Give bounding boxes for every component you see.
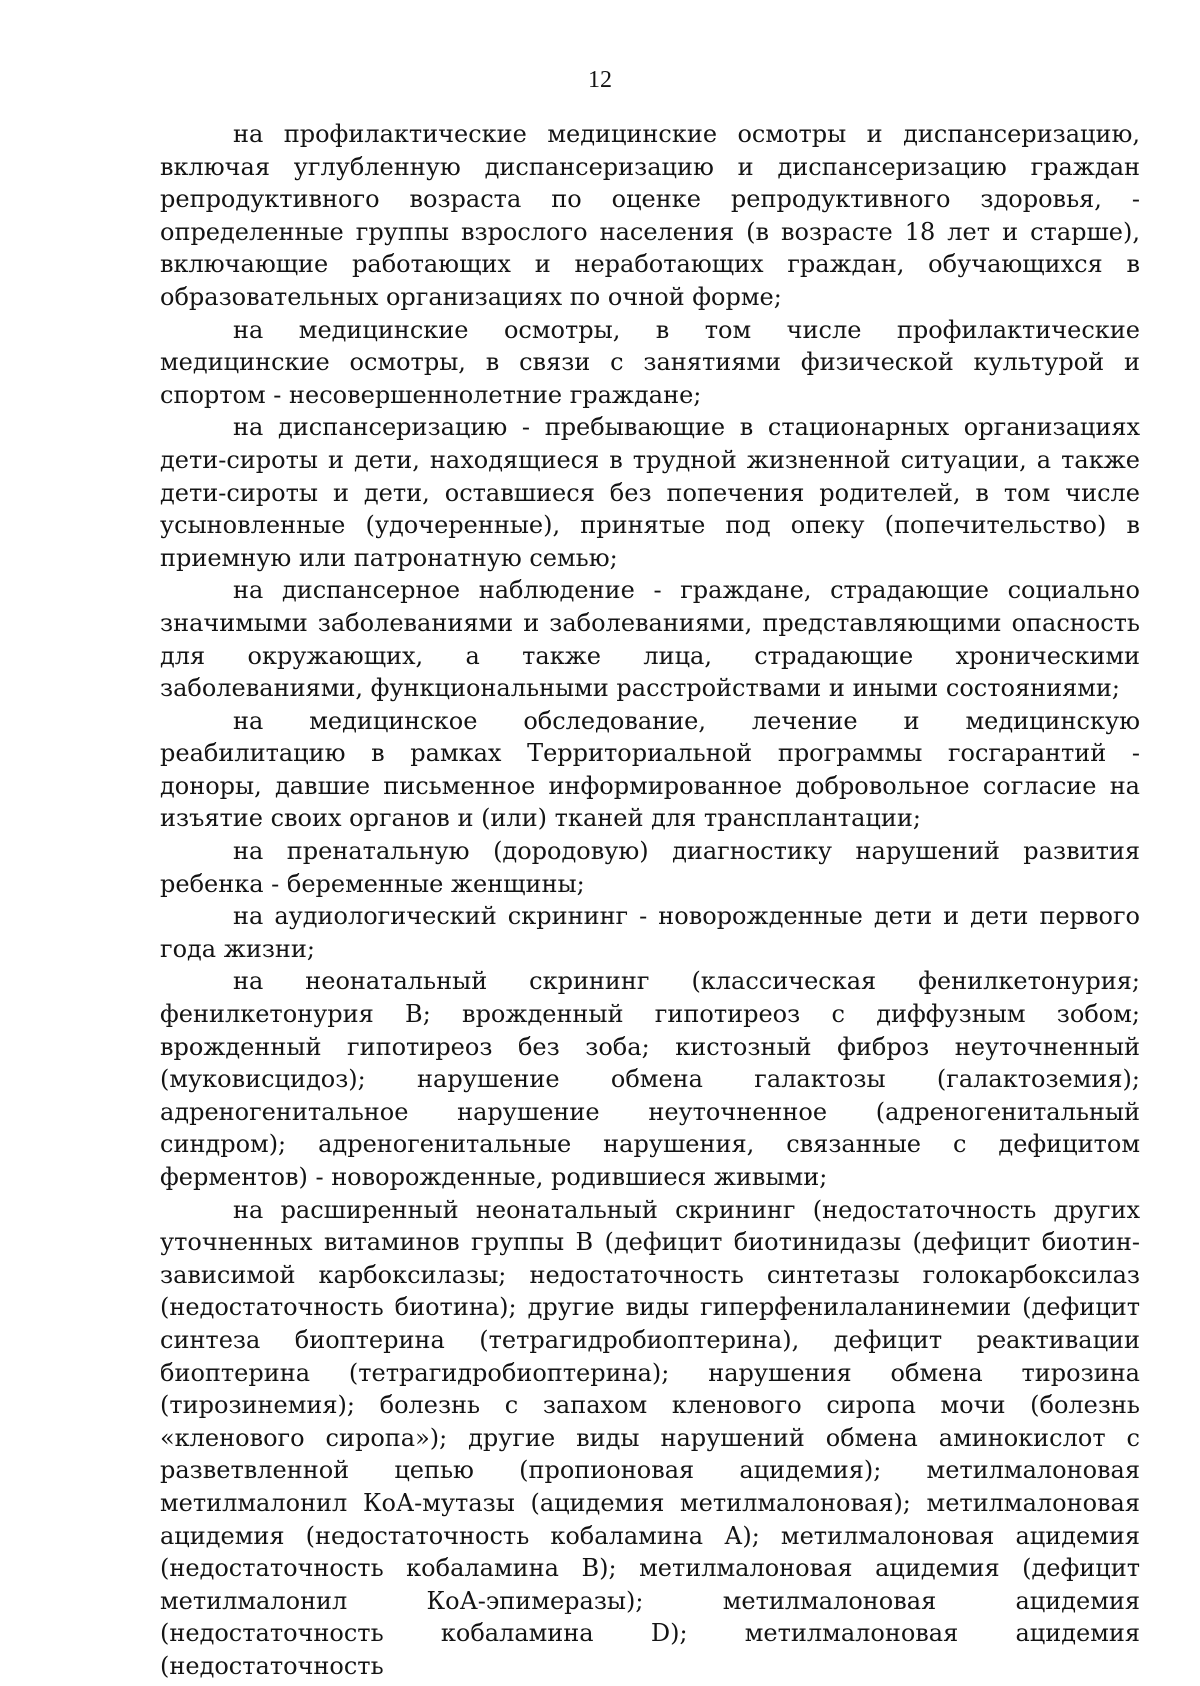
paragraph-neonatal-screening: на неонатальный скрининг (классическая фенилкетонурия; фенилкетонурия В; врожденный гипотиреоз с диффузным зобом; врожденный гипотиреоз без зоба; кистозный фиброз неуточненный (муковисцидоз); нарушение обмена галактозы (галактоземия); адреногенитальное нарушение неуточненное (адреногенитальный синдром); адреногенитальные нарушения, связанные с дефицитом ферментов) - новорожденные, родившиеся живыми; bbox=[160, 967, 1140, 1191]
paragraph-prenatal-diagnostics: на пренатальную (дородовую) диагностику нарушений развития ребенка - беременные женщины; bbox=[160, 837, 1140, 898]
paragraph-organ-donors: на медицинское обследование, лечение и медицинскую реабилитацию в рамках Территориальной программы госгарантий - доноры, давшие письменное информированное добровольное согласие на изъятие своих органов и (или) тканей для трансплантации; bbox=[160, 706, 1140, 833]
paragraph-orphans-dispensarization: на диспансеризацию - пребывающие в стационарных организациях дети-сироты и дети, находящиеся в трудной жизненной ситуации, а также дети-сироты и дети, оставшиеся без попечения родителей, в том числе усыновленные (удочеренные), принятые под опеку (попечительство) в приемную или патронатную семью; bbox=[160, 413, 1140, 572]
paragraph-preventive-examinations: на профилактические медицинские осмотры и диспансеризацию, включая углубленную диспансеризацию и диспансеризацию граждан репродуктивного возраста по оценке репродуктивного здоровья, - определенные группы взрослого населения (в возрасте 18 лет и старше), включающие работающих и неработающих граждан, обучающихся в образовательных организациях по очной форме; bbox=[160, 120, 1140, 311]
paragraph-dispensary-observation: на диспансерное наблюдение - граждане, страдающие социально значимыми заболеваниями и заболеваниями, представляющими опасность для окружающих, а также лица, страдающие хроническими заболеваниями, функциональными расстройствами и иными состояниями; bbox=[160, 576, 1140, 703]
document-body bbox=[160, 118, 1140, 1683]
paragraph-audiological-screening: на аудиологический скрининг - новорожденные дети и дети первого года жизни; bbox=[160, 902, 1140, 963]
paragraph-medical-checkups-sports: на медицинские осмотры, в том числе профилактические медицинские осмотры, в связи с занятиями физической культурой и спортом - несовершеннолетние граждане; bbox=[160, 315, 1140, 409]
paragraph-extended-neonatal-screening: на расширенный неонатальный скрининг (недостаточность других уточненных витаминов группы В (дефицит биотинидазы (дефицит биотин-зависимой карбоксилазы; недостаточность синтетазы голокарбоксилаз (недостаточность биотина); другие виды гиперфенилаланинемии (дефицит синтеза биоптерина (тетрагидробиоптерина), дефицит реактивации биоптерина (тетрагидробиоптерина); нарушения обмена тирозина (тирозинемия); болезнь с запахом кленового сиропа мочи (болезнь «кленового сиропа»); другие виды нарушений обмена аминокислот с разветвленной цепью (пропионовая ацидемия); метилмалоновая метилмалонил КоА-мутазы (ацидемия метилмалоновая); метилмалоновая ацидемия (недостаточность кобаламина А); метилмалоновая ацидемия (недостаточность кобаламина В); метилмалоновая ацидемия (дефицит метилмалонил КоА-эпимеразы); метилмалоновая ацидемия (недостаточность кобаламина D); метилмалоновая ацидемия (недостаточность bbox=[160, 1195, 1140, 1680]
page-number: 12 bbox=[588, 67, 612, 93]
